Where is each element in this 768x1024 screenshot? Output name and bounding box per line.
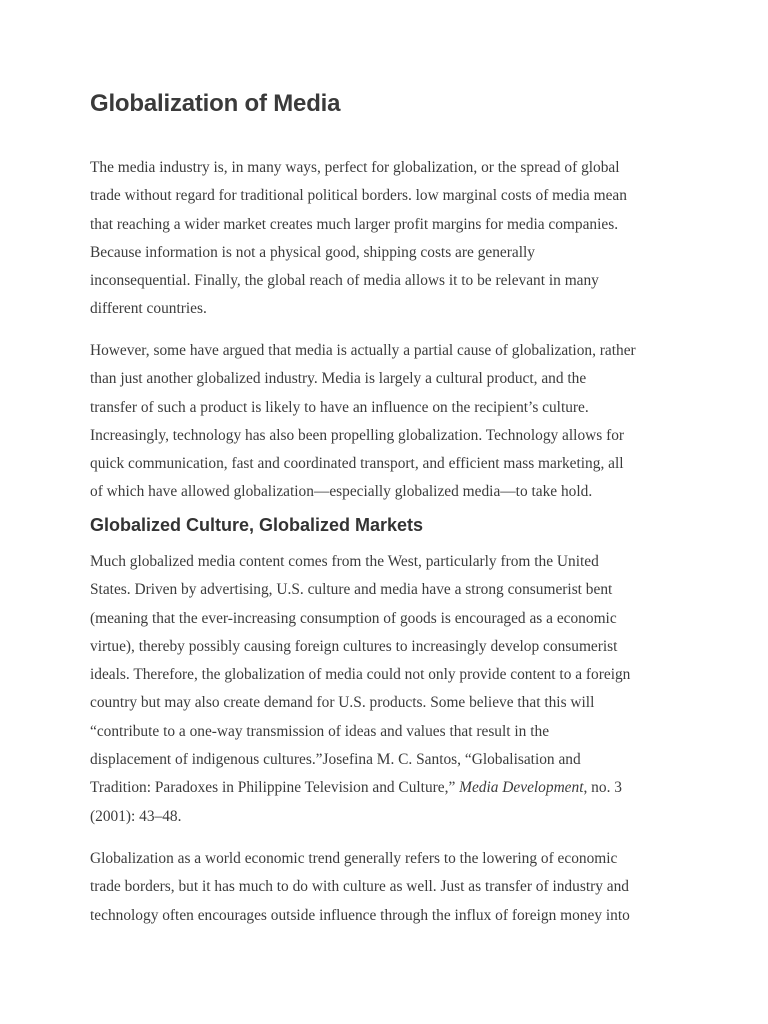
text-line: “contribute to a one-way transmission of ideas and values that result in the xyxy=(90,722,550,740)
text-line: technology often encourages outside influence through the influx of foreign money into xyxy=(90,906,630,924)
text-line: However, some have argued that media is actually a partial cause of globalization, rather xyxy=(90,342,636,359)
text-line: that reaching a wider market creates much larger profit margins for media companies. xyxy=(90,215,619,233)
text-line: than just another globalized industry. Media is largely a cultural product, and the xyxy=(90,370,587,388)
paragraph-4 xyxy=(90,845,690,930)
text-line: different countries. xyxy=(90,300,207,318)
paragraph-1 xyxy=(90,154,690,324)
text-line: (2001): 43–48. xyxy=(90,807,182,825)
text-line: Increasingly, technology has also been propelling globalization. Technology allows for xyxy=(90,426,625,444)
text-line: quick communication, fast and coordinated transport, and efficient mass marketing, all xyxy=(90,455,624,473)
section-heading: Globalized Culture, Globalized Markets xyxy=(90,515,424,535)
text-line: States. Driven by advertising, U.S. culture and media have a strong consumerist bent xyxy=(90,581,613,599)
text-line: country but may also create demand for U.S. products. Some believe that this will xyxy=(90,694,595,712)
text-line: of which have allowed globalization—especially globalized media—to take hold. xyxy=(90,483,593,501)
paragraph-2 xyxy=(90,337,690,507)
text-line: ideals. Therefore, the globalization of media could not only provide content to a foreign xyxy=(90,666,631,684)
paragraph-3 xyxy=(90,548,690,831)
citation-text: Tradition: Paradoxes in Philippine Television and Culture,” xyxy=(90,779,460,797)
text-line: trade borders, but it has much to do with culture as well. Just as transfer of industry and xyxy=(90,878,629,896)
article-title: Globalization of Media xyxy=(90,90,341,117)
text-line: transfer of such a product is likely to have an influence on the recipient’s culture. xyxy=(90,398,589,416)
citation-issue: , no. 3 xyxy=(583,779,622,797)
text-line: The media industry is, in many ways, perfect for globalization, or the spread of global xyxy=(90,159,620,176)
text-line: (meaning that the ever-increasing consumption of goods is encouraged as a economic xyxy=(90,609,617,627)
text-line: inconsequential. Finally, the global reach of media allows it to be relevant in many xyxy=(90,272,599,290)
text-line: Because information is not a physical good, shipping costs are generally xyxy=(90,243,535,261)
text-line xyxy=(90,774,690,802)
citation-journal: Media Development xyxy=(459,779,584,797)
text-line: Much globalized media content comes from the West, particularly from the United xyxy=(90,553,599,570)
text-line: Globalization as a world economic trend generally refers to the lowering of economic xyxy=(90,850,618,867)
text-line: virtue), thereby possibly causing foreign cultures to increasingly develop consumerist xyxy=(90,637,618,655)
text-line: displacement of indigenous cultures.”Josefina M. C. Santos, “Globalisation and xyxy=(90,751,581,769)
text-line: trade without regard for traditional political borders. low marginal costs of media mean xyxy=(90,187,627,205)
